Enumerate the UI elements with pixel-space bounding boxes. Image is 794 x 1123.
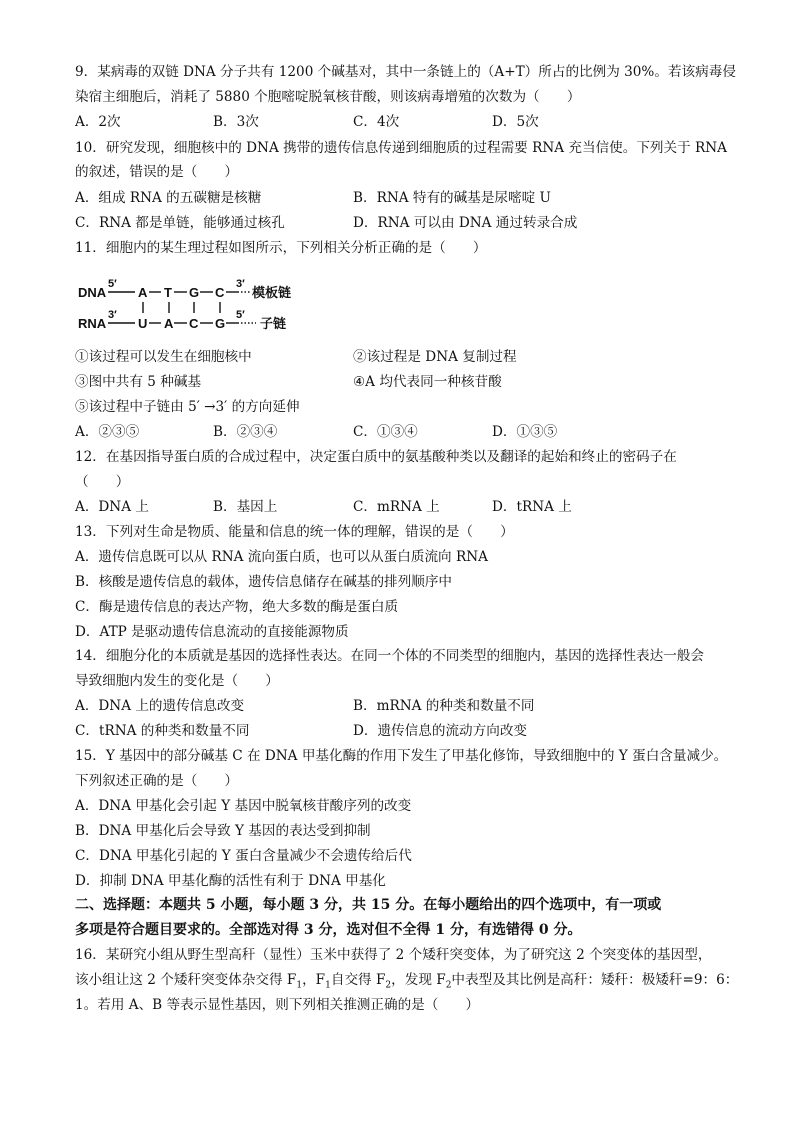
q9-option-c[interactable]: C．4次 bbox=[353, 114, 400, 130]
q12-option-d[interactable]: D．tRNA 上 bbox=[492, 499, 572, 515]
q16-line2-part-d: ，发现 F bbox=[391, 972, 446, 988]
q14-stem-line2: 导致细胞内发生的变化是（ ） bbox=[75, 673, 279, 689]
q13-option-d[interactable]: D．ATP 是驱动遗传信息流动的直接能源物质 bbox=[75, 624, 349, 640]
q15-option-c[interactable]: C．DNA 甲基化引起的 Y 蛋白含量减少不会遗传给后代 bbox=[75, 848, 412, 864]
q14-option-c[interactable]: C．tRNA 的种类和数量不同 bbox=[75, 723, 250, 739]
q13-option-c[interactable]: C．酶是遗传信息的表达产物，绝大多数的酶是蛋白质 bbox=[75, 599, 399, 615]
rna-base-4: G bbox=[215, 316, 226, 331]
q12-option-b[interactable]: B．基因上 bbox=[213, 499, 278, 515]
q15-stem-line1: 15．Y 基因中的部分碱基 C 在 DNA 甲基化酶的作用下发生了甲基化修饰，导致细胞中的 Y 蛋白含量减少。 bbox=[75, 748, 728, 764]
dna-strand-name: 模板链 bbox=[252, 285, 292, 300]
q12-option-a[interactable]: A．DNA 上 bbox=[75, 499, 149, 515]
q16-stem-line1: 16．某研究小组从野生型高秆（显性）玉米中获得了 2 个矮秆突变体，为了研究这 2 个突变体的基因型， bbox=[75, 947, 712, 963]
q15-option-a[interactable]: A．DNA 甲基化会引起 Y 基因中脱氧核苷酸序列的改变 bbox=[75, 798, 412, 814]
q10-option-c[interactable]: C．RNA 都是单链，能够通过核孔 bbox=[75, 215, 285, 231]
q15-stem-line2: 下列叙述正确的是（ ） bbox=[75, 773, 239, 789]
q9-option-a[interactable]: A．2次 bbox=[75, 114, 121, 130]
q11-statement-1: ①该过程可以发生在细胞核中 bbox=[75, 349, 252, 365]
q16-sub-f1-b: 1 bbox=[325, 980, 331, 991]
section2-heading-line2: 多项是符合题目要求的。全部选对得 3 分，选对但不全得 1 分，有选错得 0 分。 bbox=[75, 922, 582, 938]
q16-line2-part-b: ，F bbox=[302, 972, 326, 988]
q12-stem-line1: 12．在基因指导蛋白质的合成过程中，决定蛋白质中的氨基酸种类以及翻译的起始和终止的密码子在 bbox=[75, 449, 677, 465]
dna-base-1: A bbox=[138, 285, 148, 300]
q14-stem-line1: 14．细胞分化的本质就是基因的选择性表达。在同一个体的不同类型的细胞内，基因的选择性表达一般会 bbox=[75, 648, 705, 664]
q11-option-d[interactable]: D．①③⑤ bbox=[492, 424, 558, 440]
dna-rna-diagram bbox=[76, 272, 316, 336]
q12-stem-line2: （ ） bbox=[75, 474, 130, 490]
rna-strand-name: 子链 bbox=[260, 316, 287, 331]
q14-option-d[interactable]: D．遗传信息的流动方向改变 bbox=[353, 723, 528, 739]
q11-option-c[interactable]: C．①③④ bbox=[353, 424, 418, 440]
rna-base-1: U bbox=[138, 316, 148, 331]
q14-option-a[interactable]: A．DNA 上的遗传信息改变 bbox=[75, 698, 245, 714]
dna-label: DNA bbox=[78, 285, 107, 300]
q10-option-a[interactable]: A．组成 RNA 的五碳糖是核糖 bbox=[75, 190, 262, 206]
rna-base-3: C bbox=[189, 316, 199, 331]
q11-statement-5: ⑤该过程中子链由 5′ →3′ 的方向延伸 bbox=[75, 399, 300, 415]
dna-5prime: 5′ bbox=[108, 278, 117, 290]
rna-label: RNA bbox=[78, 316, 107, 331]
q16-line2-part-c: 自交得 F bbox=[330, 972, 386, 988]
dna-base-3: G bbox=[189, 285, 200, 300]
q13-stem: 13．下列对生命是物质、能量和信息的统一体的理解，错误的是（ ） bbox=[75, 524, 514, 540]
q15-option-b[interactable]: B．DNA 甲基化后会导致 Y 基因的表达受到抑制 bbox=[75, 823, 371, 839]
q14-option-b[interactable]: B．mRNA 的种类和数量不同 bbox=[353, 698, 535, 714]
rna-5prime: 5′ bbox=[236, 309, 245, 321]
q13-option-a[interactable]: A．遗传信息既可以从 RNA 流向蛋白质，也可以从蛋白质流向 RNA bbox=[75, 549, 488, 565]
q13-option-b[interactable]: B．核酸是遗传信息的载体，遗传信息储存在碱基的排列顺序中 bbox=[75, 574, 453, 590]
q16-sub-f2-a: 2 bbox=[385, 980, 392, 991]
q11-option-b[interactable]: B．②③④ bbox=[213, 424, 278, 440]
q15-option-d[interactable]: D．抑制 DNA 甲基化酶的活性有利于 DNA 甲基化 bbox=[75, 873, 386, 889]
dna-3prime: 3′ bbox=[236, 278, 245, 290]
q9-stem-line2: 染宿主细胞后，消耗了 5880 个胞嘧啶脱氧核苷酸，则该病毒增殖的次数为（ ） bbox=[75, 89, 581, 105]
q11-stem: 11．细胞内的某生理过程如图所示，下列相关分析正确的是（ ） bbox=[75, 240, 487, 256]
dna-base-2: T bbox=[164, 285, 172, 300]
q16-sub-f1-a: 1 bbox=[296, 980, 303, 991]
q11-statement-2: ②该过程是 DNA 复制过程 bbox=[353, 349, 517, 365]
q16-line2-part-a: 该小组让这 2 个矮秆突变体杂交得 F bbox=[75, 972, 297, 988]
q12-option-c[interactable]: C．mRNA 上 bbox=[353, 499, 440, 515]
q9-option-d[interactable]: D．5次 bbox=[492, 114, 539, 130]
q16-stem-line2 bbox=[75, 971, 738, 989]
q11-statement-3: ③图中共有 5 种碱基 bbox=[75, 374, 202, 390]
q10-option-b[interactable]: B．RNA 特有的碱基是尿嘧啶 U bbox=[353, 190, 551, 206]
q11-statement-4: ④A 均代表同一种核苷酸 bbox=[353, 374, 502, 390]
dna-base-4: C bbox=[215, 285, 225, 300]
q10-stem-line2: 的叙述，错误的是（ ） bbox=[75, 164, 239, 180]
q10-option-d[interactable]: D．RNA 可以由 DNA 通过转录合成 bbox=[353, 215, 578, 231]
rna-3prime: 3′ bbox=[108, 309, 117, 321]
q9-stem-line1: 9．某病毒的双链 DNA 分子共有 1200 个碱基对，其中一条链上的（A+T）所占的比例为 30%。若该病毒侵 bbox=[75, 64, 736, 80]
q10-stem-line1: 10．研究发现，细胞核中的 DNA 携带的遗传信息传递到细胞质的过程需要 RNA 充当信使。下列关于 RNA bbox=[75, 140, 727, 156]
section2-heading-line1: 二、选择题：本题共 5 小题，每小题 3 分，共 15 分。在每小题给出的四个选项中，有一项或 bbox=[75, 897, 662, 913]
rna-base-2: A bbox=[164, 316, 174, 331]
q16-stem-line3: 1。若用 A、B 等表示显性基因，则下列相关推测正确的是（ ） bbox=[75, 997, 480, 1013]
q9-option-b[interactable]: B．3次 bbox=[213, 114, 259, 130]
q16-sub-f2-b: 2 bbox=[445, 980, 452, 991]
q16-line2-part-e: 中表型及其比例是高秆：矮秆：极矮秆=9：6： bbox=[451, 972, 739, 988]
q11-option-a[interactable]: A．②③⑤ bbox=[75, 424, 140, 440]
